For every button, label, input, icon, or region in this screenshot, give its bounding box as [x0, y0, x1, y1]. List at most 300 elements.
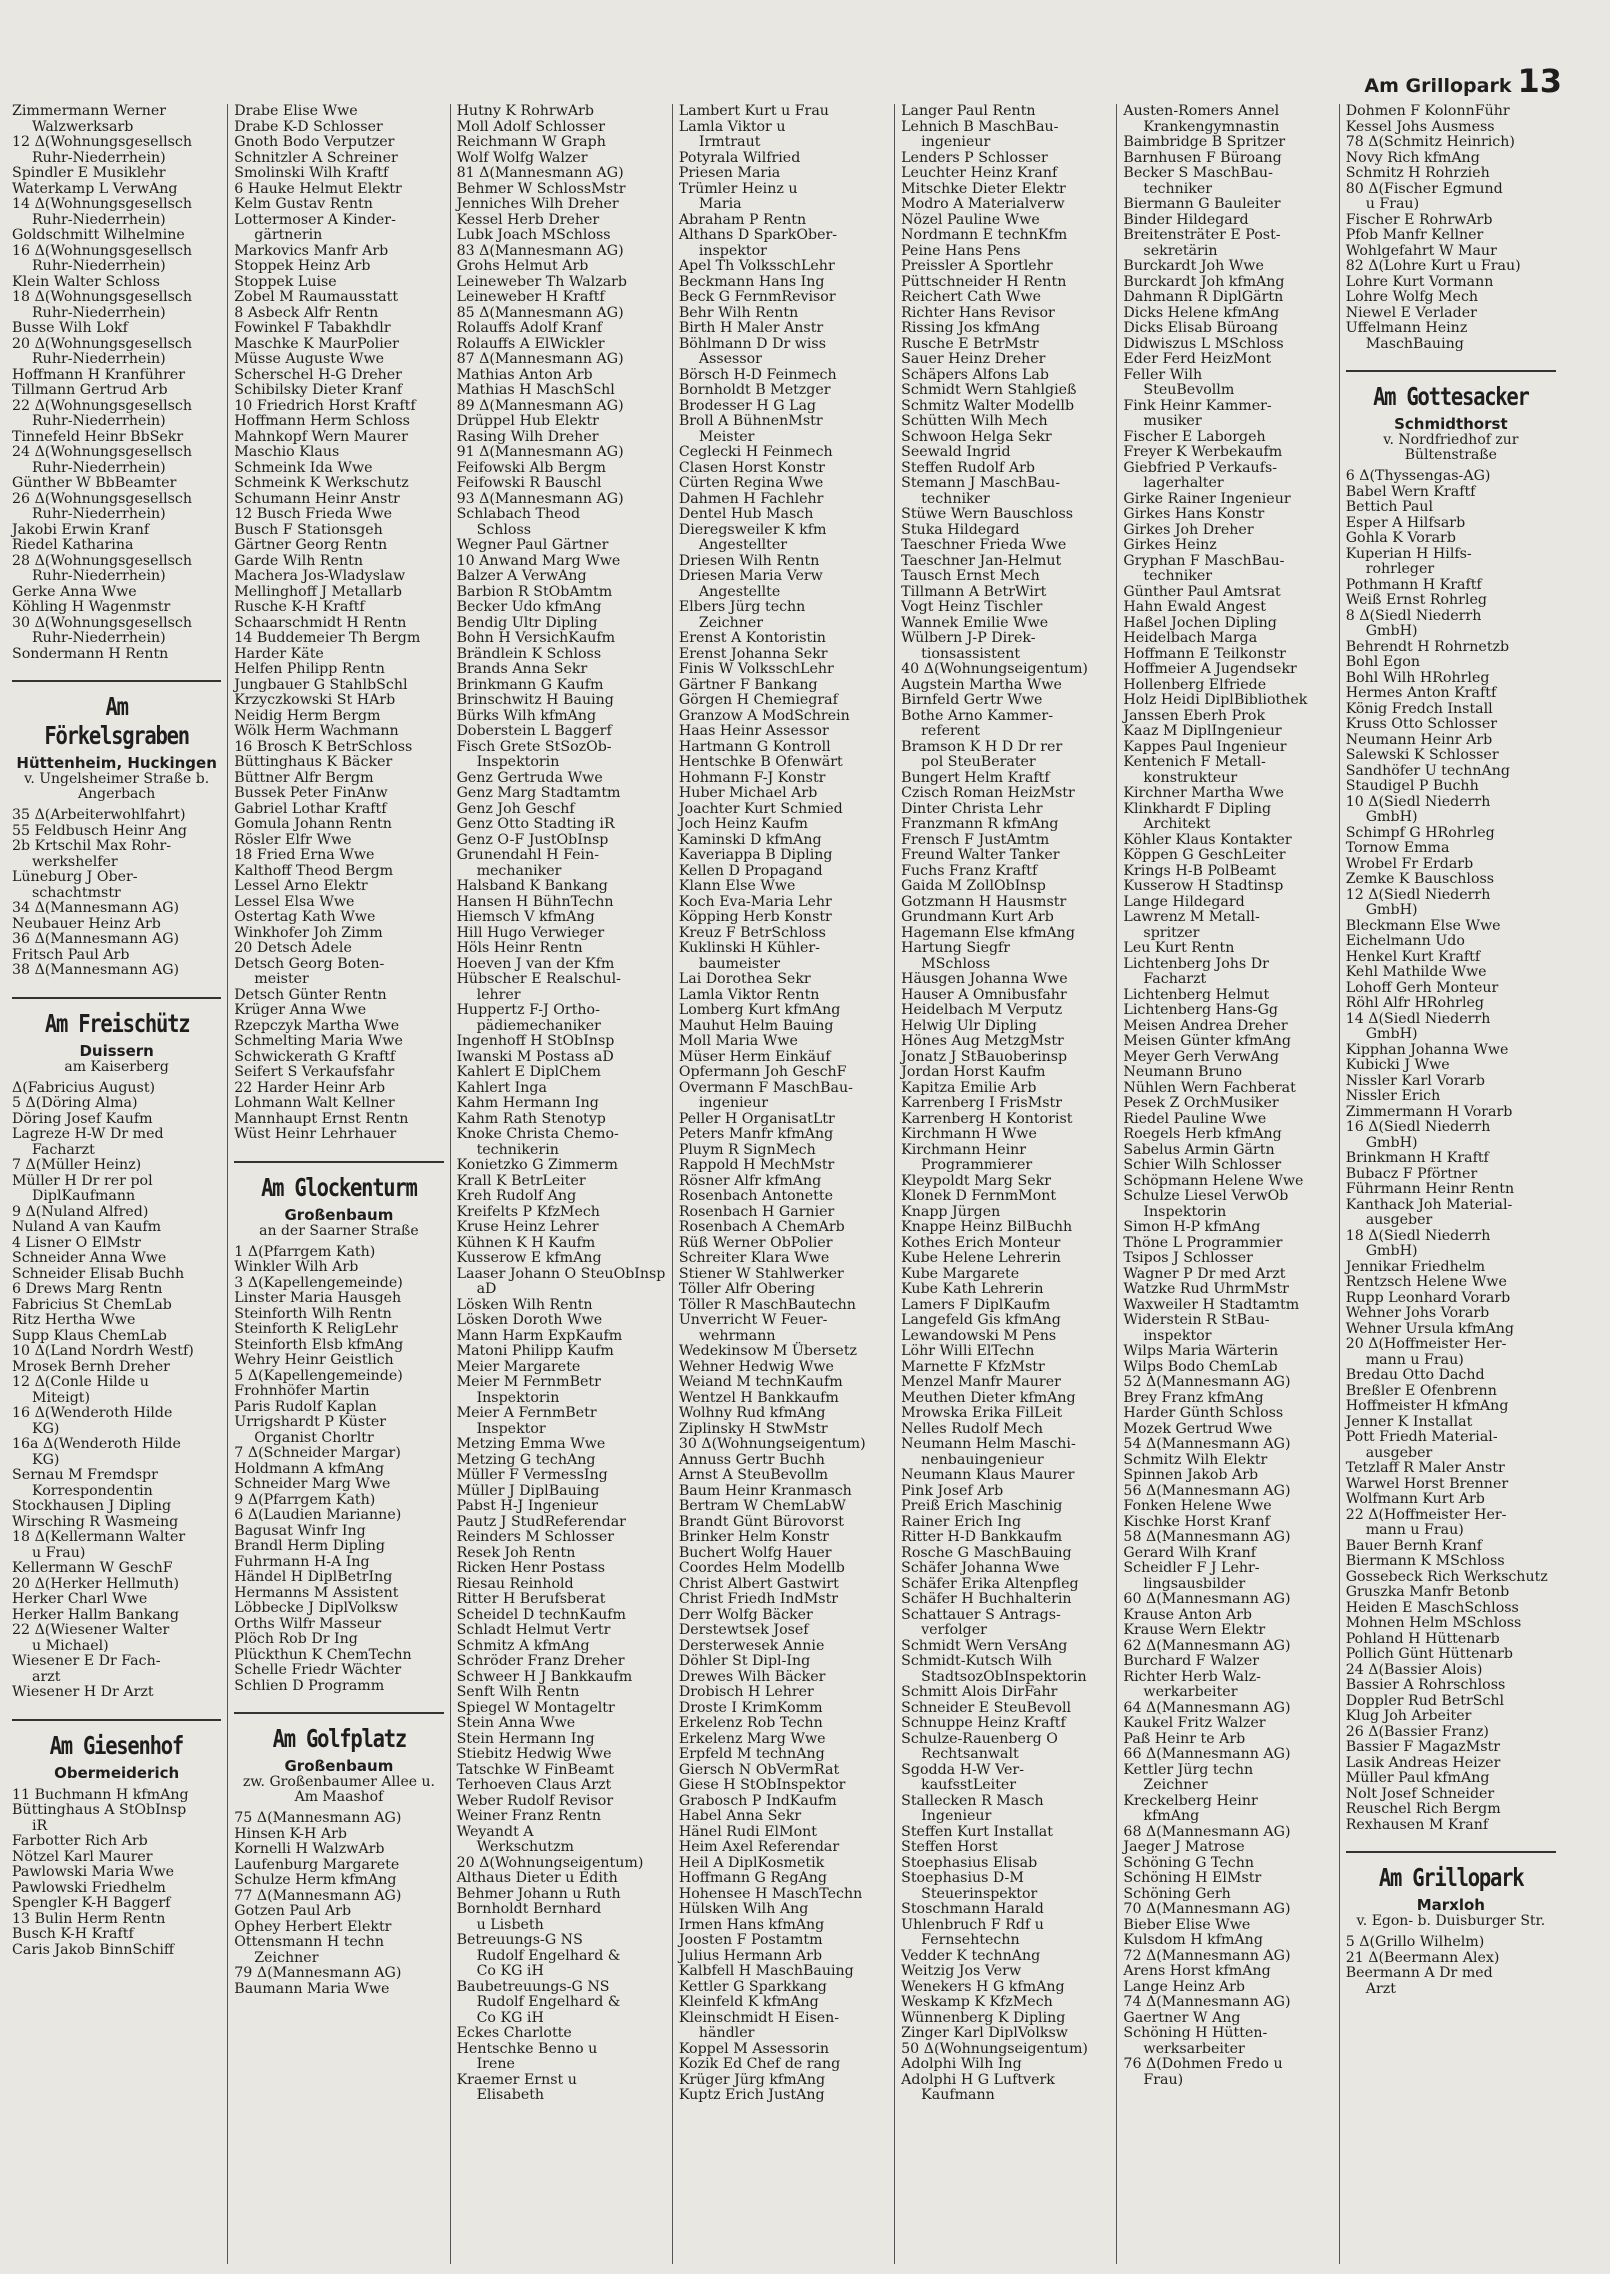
street-name: Am Gottesacker [1373, 382, 1529, 411]
directory-entry: Hoffmeister H kfmAng [1345, 1398, 1509, 1414]
directory-entry: Lüneburg J Ober- [12, 869, 138, 885]
directory-entry: Breßler E Ofenbrenn [1345, 1382, 1497, 1399]
directory-entry: Kipphan Johanna Wwe [1345, 1041, 1509, 1058]
directory-entry: König Fredch Install [1345, 700, 1493, 717]
directory-entry: 8 Asbeck Alfr Rentn [234, 304, 379, 321]
directory-entry: Lewandowski M Pens [901, 1327, 1057, 1344]
entry-continuation: technikerin [476, 1141, 559, 1158]
directory-entry: Giersch N ObVermRat [678, 1761, 840, 1778]
directory-entry: 2b Krtschil Max Rohr- [12, 838, 172, 854]
directory-entry: 5 Δ(Kapellengemeinde) [234, 1367, 403, 1384]
entry-continuation: GmbH) [1365, 1243, 1418, 1259]
entry-continuation: Ruhr-Niederrhein) [32, 351, 166, 367]
directory-entry: Krüger Jürg kfmAng [678, 2071, 826, 2088]
directory-entry: Paris Rudolf Kaplan [234, 1398, 377, 1415]
directory-entry: 30 Δ(Wohnungsgesellsch [12, 614, 193, 631]
directory-entry: 22 Δ(Hoffmeister Her- [1345, 1506, 1507, 1523]
directory-entry: Meisen Günter kfmAng [1123, 1033, 1291, 1049]
directory-entry: Austen-Romers Annel [1123, 104, 1280, 119]
directory-column [228, 104, 450, 2264]
directory-entry: Rosche G MaschBauing [901, 1544, 1072, 1561]
directory-entry: Lohre Wolfg Mech [1345, 289, 1479, 305]
directory-entry: Brands Anna Sekr [456, 661, 588, 677]
entry-continuation: ausgeber [1365, 1212, 1433, 1228]
district-name: Schmidthorst [1394, 415, 1508, 433]
directory-entry: Meisen Andrea Dreher [1123, 1017, 1288, 1034]
directory-entry: 10 Δ(Land Nordrh Westf) [12, 1343, 194, 1359]
directory-entry: Pluym R SignMech [678, 1141, 816, 1158]
directory-entry: 5 Δ(Grillo Wilhelm) [1345, 1934, 1485, 1950]
entry-continuation: Fernsehtechn [921, 1932, 1020, 1948]
entry-continuation: u Frau) [1365, 196, 1420, 212]
directory-entry: Weber Rudolf Revisor [456, 1792, 614, 1809]
directory-entry: Farbotter Rich Arb [12, 1833, 148, 1849]
directory-entry: Kahlert E DiplChem [456, 1064, 601, 1080]
directory-entry: Händel H DiplBetrIng [234, 1569, 393, 1585]
directory-entry: Barbion R StObAmtm [456, 583, 613, 600]
directory-entry: Hartmann G Kontroll [678, 738, 831, 755]
entry-continuation: Ruhr-Niederrhein) [32, 258, 166, 274]
directory-entry: 12 Δ(Siedl Niederrh [1345, 886, 1491, 903]
entry-continuation: GmbH) [1365, 809, 1418, 825]
directory-entry: Hiemsch V kfmAng [456, 909, 595, 925]
directory-entry: Schmelting Maria Wwe [234, 1033, 403, 1049]
directory-entry: Erkelenz Rob Techn [678, 1715, 823, 1731]
street-location-note: v. Egon- b. Duisburger Str. [1356, 1913, 1546, 1929]
directory-entry: Wolhny Rud kfmAng [678, 1405, 826, 1421]
directory-entry: Kessel Johs Ausmess [1345, 118, 1495, 135]
directory-entry: Zinger Karl DiplVolksw [901, 2025, 1068, 2041]
directory-entry: Stoephasius Elisab [901, 1854, 1038, 1871]
directory-entry: Hansen H BühnTechn [456, 893, 614, 910]
directory-entry: Esper A Hilfsarb [1345, 514, 1466, 531]
directory-entry: Schnitzler A Schreiner [234, 149, 398, 166]
directory-entry: Supp Klaus ChemLab [12, 1327, 167, 1344]
directory-entry: Tinnefeld Heinr BbSekr [12, 428, 184, 445]
directory-entry: Kahm Rath Stenotyp [456, 1110, 606, 1127]
directory-entry: Stoppek Heinz Arb [234, 258, 371, 274]
entry-continuation: wehrmann [698, 1327, 776, 1344]
directory-entry: Spinnen Jakob Arb [1123, 1467, 1259, 1483]
directory-entry: Steinforth K ReligLehr [234, 1321, 398, 1337]
directory-entry: Weiß Ernst Rohrleg [1345, 592, 1487, 608]
directory-entry: Plöch Rob Dr Ing [234, 1631, 358, 1647]
directory-entry: Schmitz Wilh Elektr [1123, 1451, 1268, 1468]
directory-entry: Fuhrmann H-A Ing [234, 1553, 370, 1570]
directory-entry: Joachter Kurt Schmied [678, 800, 843, 817]
directory-entry: Höls Heinr Rentn [456, 940, 583, 956]
entry-continuation: Inspektorin [476, 1389, 560, 1406]
directory-entry: Eder Ferd HeizMont [1123, 351, 1272, 367]
directory-entry: Machera Jos-Wladyslaw [234, 568, 406, 584]
directory-entry: Kettler Jürg techn [1123, 1761, 1254, 1778]
directory-entry: Bohl Wilh HRohrleg [1345, 669, 1490, 686]
directory-entry: Köppen G GeschLeiter [1123, 847, 1286, 863]
directory-entry: Winkhofer Joh Zimm [234, 924, 383, 941]
directory-entry: Annuss Gertr Buchh [678, 1451, 825, 1468]
directory-entry: 3 Δ(Kapellengemeinde) [234, 1274, 403, 1291]
directory-entry: Knoke Christa Chemo- [456, 1126, 619, 1142]
directory-entry: Müller H Dr rer pol [12, 1172, 153, 1189]
directory-entry: Jenner K Installat [1345, 1413, 1473, 1430]
directory-entry: Peine Hans Pens [901, 242, 1021, 259]
directory-entry: Pautz J StudReferendar [456, 1513, 626, 1530]
directory-entry: Kahm Hermann Ing [456, 1095, 599, 1111]
directory-entry: 78 Δ(Schmitz Heinrich) [1345, 134, 1515, 150]
directory-entry: Taeschner Jan-Helmut [901, 552, 1062, 569]
entry-continuation: iR [32, 1817, 48, 1834]
directory-entry: Nözel Pauline Wwe [901, 211, 1040, 228]
directory-entry: Lessel Elsa Wwe [234, 893, 355, 910]
directory-entry: Nolt Josef Schneider [1345, 1785, 1495, 1802]
directory-entry: Dicks Helene kfmAng [1123, 304, 1280, 321]
street-name: Am Grillopark [1378, 1863, 1524, 1892]
entry-continuation: KG) [32, 1420, 60, 1437]
directory-entry: Wünnenberg K Dipling [901, 2009, 1066, 2026]
directory-entry: Garde Wilh Rentn [234, 552, 363, 569]
directory-entry: Schöpmann Helene Wwe [1123, 1172, 1304, 1189]
directory-entry: Novy Rich kfmAng [1345, 149, 1480, 166]
directory-entry: Watzke Rud UhrmMstr [1123, 1281, 1289, 1297]
directory-entry: 76 Δ(Dohmen Fredo u [1123, 2056, 1283, 2072]
directory-entry: Grundmann Kurt Arb [901, 909, 1054, 925]
entry-continuation: Angestellter [698, 537, 788, 553]
directory-entry: Gerke Anna Wwe [12, 583, 137, 600]
directory-entry: Gohla K Vorarb [1345, 530, 1456, 546]
directory-entry: Ricken Henr Postass [456, 1560, 606, 1576]
directory-entry: Kaveriappa B Dipling [678, 847, 833, 863]
directory-entry: Schäfer H Buchhalterin [901, 1591, 1072, 1607]
directory-entry: Potyrala Wilfried [678, 149, 801, 166]
directory-entry: Dicks Elisab Büroang [1123, 320, 1278, 336]
entry-continuation: Angestellte [698, 583, 781, 600]
directory-entry: Tsipos J Schlosser [1123, 1250, 1253, 1266]
directory-entry: Fischer E RohrwArb [1345, 211, 1493, 228]
directory-entry: 54 Δ(Mannesmann AG) [1123, 1436, 1291, 1452]
directory-entry: Riedel Katharina [12, 537, 134, 553]
directory-entry: Birnfeld Gertr Wwe [901, 692, 1043, 708]
directory-entry: Wagner P Dr med Arzt [1123, 1265, 1286, 1282]
entry-continuation: lagerhalter [1143, 475, 1224, 491]
directory-entry: Hülsken Wilh Ang [678, 1901, 809, 1917]
directory-entry: Rasing Wilh Dreher [456, 428, 599, 445]
directory-entry: Sabelus Armin Gärtn [1123, 1141, 1275, 1158]
directory-entry: 14 Buddemeier Th Bergm [234, 630, 421, 646]
entry-continuation: Architekt [1143, 816, 1211, 832]
entry-continuation: Werkschutzm [476, 1839, 574, 1855]
directory-entry: Doberstein L Baggerf [456, 723, 612, 739]
directory-entry: Bendig Ultr Dipling [456, 614, 598, 631]
directory-entry: 20 Δ(Wohnungseigentum) [456, 1854, 644, 1871]
directory-entry: Kirchmann Heinr [901, 1141, 1027, 1158]
directory-entry: Köhling H Wagenmstr [12, 599, 171, 615]
directory-entry: 6 Δ(Laudien Marianne) [234, 1507, 402, 1523]
directory-entry: 7 Δ(Schneider Margar) [234, 1445, 401, 1461]
directory-entry: Nelles Rudolf Mech [901, 1420, 1043, 1437]
directory-entry: Sauer Heinz Dreher [901, 351, 1046, 367]
directory-entry: 52 Δ(Mannesmann AG) [1123, 1374, 1291, 1390]
street-location-note: an der Saarner Straße [259, 1222, 419, 1239]
directory-entry: Lange Hildegard [1123, 893, 1245, 910]
directory-entry: 74 Δ(Mannesmann AG) [1123, 1994, 1291, 2010]
directory-entry: Pawlowski Friedhelm [12, 1879, 166, 1896]
entry-continuation: mann u Frau) [1365, 1522, 1464, 1538]
directory-entry: Brodesser H G Lag [678, 397, 817, 414]
entry-continuation: DiplKaufmann [32, 1188, 136, 1204]
entry-continuation: KG) [32, 1451, 60, 1468]
directory-entry: 9 Δ(Pfarrgem Kath) [234, 1491, 376, 1508]
directory-entry: Töller R MaschBautechn [678, 1296, 856, 1313]
directory-entry: Schütten Wilh Mech [901, 413, 1048, 429]
directory-entry: Schmidt-Kutsch Wilh [901, 1653, 1053, 1669]
directory-entry: Reinders M Schlosser [456, 1529, 615, 1545]
directory-entry: 14 Δ(Siedl Niederrh [1345, 1010, 1491, 1027]
directory-entry: Stoephasius D-M [901, 1870, 1024, 1886]
directory-entry: Böhlmann D Dr wiss [678, 335, 826, 352]
street-name: Am Golfplatz [272, 1724, 406, 1753]
directory-entry: Lohmann Walt Kellner [234, 1095, 395, 1111]
directory-entry: Löhr Willi ElTechn [901, 1343, 1035, 1359]
directory-entry: 20 Δ(Herker Hellmuth) [12, 1575, 179, 1592]
entry-continuation: GmbH) [1365, 1026, 1418, 1042]
directory-entry: Gomula Johann Rentn [234, 816, 392, 832]
district-name: Obermeiderich [54, 1763, 180, 1782]
directory-entry: Hoffmeier A Jugendsekr [1123, 661, 1297, 677]
directory-entry: Janssen Eberh Prok [1123, 707, 1266, 724]
entry-continuation: SteuBevollm [1143, 382, 1235, 398]
directory-entry: Gaertner W Ang [1123, 2009, 1241, 2026]
directory-entry: Frohnhöfer Martin [234, 1383, 370, 1399]
directory-entry: Schneider Anna Wwe [12, 1250, 167, 1266]
directory-entry: 13 Bulin Herm Rentn [12, 1910, 166, 1927]
directory-entry: Hill Hugo Verwieger [456, 924, 605, 941]
directory-entry: 24 Δ(Bassier Alois) [1345, 1661, 1483, 1678]
directory-entry: Matoni Philipp Kaufm [456, 1343, 614, 1359]
directory-entry: Genz Gertruda Wwe [456, 769, 603, 786]
directory-entry: Schmitz H Rohrzieh [1345, 165, 1490, 181]
directory-entry: 60 Δ(Mannesmann AG) [1123, 1591, 1291, 1607]
directory-entry: Hoeven J van der Kfm [456, 955, 615, 972]
entry-continuation: nenbauingenieur [921, 1451, 1044, 1468]
directory-entry: Schäpers Alfons Lab [901, 366, 1049, 383]
directory-entry: Iwanski M Postass aD [456, 1048, 614, 1065]
directory-entry: Kreifelts P KfzMech [456, 1203, 600, 1220]
directory-entry: Drabe Elise Wwe [234, 104, 358, 119]
directory-entry: Priesen Maria [678, 165, 781, 181]
directory-entry: Erkelenz Marg Wwe [678, 1730, 826, 1747]
entry-continuation: Inspektor [476, 1420, 546, 1437]
directory-entry: Wolf Wolfg Walzer [456, 149, 588, 166]
street-name: Am Förkelsgraben [44, 692, 189, 750]
directory-entry: 55 Feldbusch Heinr Ang [12, 822, 187, 839]
entry-continuation: inspektor [1143, 1327, 1212, 1344]
directory-entry: Dieregsweiler K kfm [678, 521, 827, 538]
directory-entry: Schneider Elisab Buchh [12, 1265, 185, 1282]
directory-entry: 18 Δ(Siedl Niederrh [1345, 1227, 1491, 1244]
directory-entry: Busse Wilh Lokf [12, 320, 128, 336]
directory-entry: Knapp Jürgen [901, 1203, 1001, 1220]
directory-entry: Hermes Anton Kraftf [1345, 685, 1497, 701]
street-location-note: Am Maashof [294, 1789, 384, 1805]
directory-entry: Schnuppe Heinz Kraftf [901, 1715, 1066, 1731]
directory-entry: Arnst A SteuBevollm [678, 1467, 829, 1483]
directory-entry: Sandhöfer U technAng [1345, 762, 1510, 779]
directory-entry: Huber Michael Arb [678, 785, 818, 801]
directory-entry: Genz O-F JustObInsp [456, 831, 609, 848]
directory-entry: 16 Δ(Siedl Niederrh [1345, 1119, 1491, 1135]
directory-entry: Grohs Helmut Arb [456, 258, 589, 274]
directory-entry: Pawlowski Maria Wwe [12, 1864, 175, 1880]
directory-entry: Kischke Horst Kranf [1123, 1513, 1270, 1530]
directory-entry: 18 Fried Erna Wwe [234, 847, 375, 863]
directory-entry: Weskamp K KfzMech [901, 1994, 1053, 2010]
directory-entry: Klann Else Wwe [678, 878, 796, 894]
directory-entry: Pesek Z OrchMusiker [1123, 1095, 1279, 1111]
directory-column [895, 104, 1117, 2264]
directory-entry: Bürks Wilh kfmAng [456, 707, 597, 724]
entry-continuation: Co KG iH [476, 2009, 544, 2026]
directory-entry: Opfermann Joh GeschF [678, 1064, 847, 1080]
directory-entry: Taeschner Frieda Wwe [901, 537, 1067, 553]
directory-entry: Warwel Horst Brenner [1345, 1475, 1509, 1492]
directory-entry: Schöning Gerh [1123, 1885, 1231, 1902]
directory-entry: Ingenhoff H StObInsp [456, 1033, 615, 1049]
entry-continuation: Elisabeth [476, 2087, 545, 2103]
directory-entry: Nuland A van Kaufm [12, 1219, 162, 1235]
directory-entry: Hoffmann H Kranführer [12, 366, 186, 383]
directory-entry: Kusserow E kfmAng [456, 1250, 602, 1266]
directory-entry: Bornholdt B Metzger [678, 382, 831, 398]
directory-entry: 11 Buchmann H kfmAng [12, 1786, 189, 1803]
entry-continuation: Ruhr-Niederrhein) [32, 304, 166, 321]
directory-entry: Bornholdt Bernhard [456, 1901, 602, 1917]
directory-entry: Orths Wilfr Masseur [234, 1615, 382, 1632]
entry-continuation: Ruhr-Niederrhein) [32, 506, 166, 522]
directory-entry: Müser Herm Einkäuf [678, 1048, 831, 1065]
directory-entry: Kaukel Fritz Walzer [1123, 1715, 1266, 1731]
directory-entry: Koppel M Assessorin [678, 2040, 830, 2057]
directory-entry: 80 Δ(Fischer Egmund [1345, 180, 1503, 197]
directory-entry: Genz Otto Stadting iR [456, 816, 615, 832]
directory-entry: Schimpf G HRohrleg [1345, 824, 1495, 841]
directory-entry: Mannhaupt Ernst Rentn [234, 1110, 409, 1127]
directory-entry: Spiegel W Montageltr [456, 1699, 615, 1716]
directory-entry: Helfen Philipp Rentn [234, 661, 385, 677]
directory-entry: Brey Franz kfmAng [1123, 1389, 1264, 1406]
directory-entry: 12 Δ(Conle Hilde u [12, 1374, 149, 1390]
directory-entry: Weiand M technKaufm [678, 1374, 843, 1390]
directory-entry: Klinkhardt F Dipling [1123, 800, 1272, 817]
directory-entry: Kruss Otto Schlosser [1345, 716, 1497, 732]
directory-entry: Wehner Johs Vorarb [1345, 1305, 1490, 1321]
directory-entry: 34 Δ(Mannesmann AG) [12, 900, 180, 916]
directory-entry: Unverricht W Feuer- [678, 1312, 828, 1328]
directory-entry: Smolinski Wilh Kraftf [234, 165, 389, 181]
directory-entry: Reichert Cath Wwe [901, 289, 1042, 305]
directory-entry: Huppertz F-J Ortho- [456, 1002, 600, 1018]
entry-continuation: pol SteuBerater [921, 754, 1036, 770]
directory-entry: 26 Δ(Wohnungsgesellsch [12, 490, 193, 507]
directory-entry: Schibilsky Dieter Kranf [234, 382, 403, 398]
entry-continuation: werkarbeiter [1143, 1684, 1238, 1700]
entry-continuation: Rudolf Engelhard & [476, 1947, 621, 1964]
directory-entry: Frensch F JustAmtm [901, 831, 1050, 848]
directory-entry: Halsband K Bankang [456, 878, 608, 894]
directory-entry: Lessel Arno Elektr [234, 878, 368, 894]
directory-entry: Knappe Heinz BilBuchh [901, 1219, 1073, 1235]
directory-entry: Birth H Maler Anstr [678, 320, 824, 336]
directory-entry: Cürten Regina Wwe [678, 475, 824, 491]
directory-entry: 16 Δ(Wenderoth Hilde [12, 1405, 173, 1421]
directory-entry: 12 Δ(Wohnungsgesellsch [12, 134, 193, 150]
directory-entry: Julius Hermann Arb [678, 1947, 823, 1964]
directory-entry: Schmidt Wern Stahlgieß [901, 382, 1077, 398]
directory-entry: Tillmann A BetrWirt [901, 583, 1047, 600]
directory-entry: Jordan Horst Kaufm [901, 1064, 1046, 1080]
directory-entry: Bagusat Winfr Ing [234, 1522, 366, 1539]
directory-entry: 22 Δ(Wiesener Walter [12, 1622, 170, 1638]
directory-entry: Jenniches Wilh Dreher [456, 196, 619, 212]
directory-entry: Behr Wilh Rentn [678, 304, 799, 321]
directory-entry: Jennikar Friedhelm [1345, 1258, 1486, 1275]
directory-entry: Didwiszus L MSchloss [1123, 335, 1284, 352]
directory-entry: Kube Helene Lehrerin [901, 1250, 1061, 1266]
directory-entry: Metzing G techAng [456, 1451, 596, 1468]
directory-entry: Koch Eva-Maria Lehr [678, 893, 832, 910]
directory-entry: Bohn H VersichKaufm [456, 630, 616, 646]
entry-continuation: Rudolf Engelhard & [476, 1994, 621, 2010]
directory-entry: 64 Δ(Mannesmann AG) [1123, 1699, 1291, 1716]
directory-entry: Mauhut Helm Bauing [678, 1017, 834, 1034]
directory-entry: Kusserow H Stadtinsp [1123, 878, 1284, 894]
directory-entry: Reuschel Rich Bergm [1345, 1801, 1501, 1817]
directory-entry: Ceglecki H Feinmech [678, 444, 833, 460]
directory-entry: Salewski K Schlosser [1345, 747, 1499, 763]
directory-entry: Dersterwesek Annie [678, 1637, 825, 1654]
directory-entry: Clasen Horst Konstr [678, 459, 825, 476]
directory-entry: Betreuungs-G NS [456, 1932, 583, 1948]
directory-entry: 4 Lisner O ElMstr [12, 1234, 141, 1251]
directory-entry: Bredau Otto Dachd [1345, 1367, 1485, 1383]
directory-entry: Joosten F Postamtm [678, 1932, 823, 1948]
entry-continuation: Facharzt [1143, 971, 1207, 987]
directory-entry: Nissler Erich [1345, 1088, 1441, 1104]
entry-continuation: kfmAng [1143, 1808, 1200, 1824]
directory-entry: Jungbauer G StahlbSchl [234, 676, 408, 693]
directory-entry: Mrowska Erika FilLeit [901, 1405, 1063, 1421]
directory-entry: Kubicki J Wwe [1345, 1057, 1450, 1073]
directory-entry: Wirsching R Wasmeing [12, 1513, 179, 1530]
directory-entry: Weitzig Jos Verw [901, 1963, 1022, 1979]
directory-entry: Hoffmann E Teilkonstr [1123, 645, 1286, 662]
directory-entry: Hoffmann G RegAng [678, 1870, 828, 1886]
directory-entry: 10 Friedrich Horst Kraftf [234, 397, 416, 414]
directory-entry: Büttinghaus K Bäcker [234, 754, 393, 770]
directory-entry: Waxweiler H Stadtamtm [1123, 1296, 1300, 1313]
directory-entry: Fink Heinr Kammer- [1123, 397, 1272, 414]
directory-entry: Lottermoser A Kinder- [234, 211, 396, 228]
directory-entry: Bramson K H D Dr rer [901, 738, 1063, 755]
directory-entry: Häusgen Johanna Wwe [901, 971, 1068, 987]
entry-continuation: StadtsozObInspektorin [921, 1668, 1087, 1685]
directory-entry: Genz Joh Geschf [456, 800, 575, 817]
entry-continuation: Arzt [1365, 1980, 1396, 1997]
directory-entry: Schmeink K Werkschutz [234, 475, 409, 491]
entry-continuation: Ruhr-Niederrhein) [32, 630, 166, 646]
directory-entry: 79 Δ(Mannesmann AG) [234, 1965, 402, 1981]
directory-entry: Becker S MaschBau- [1123, 165, 1273, 181]
directory-entry: Kentenich F Metall- [1123, 754, 1266, 770]
